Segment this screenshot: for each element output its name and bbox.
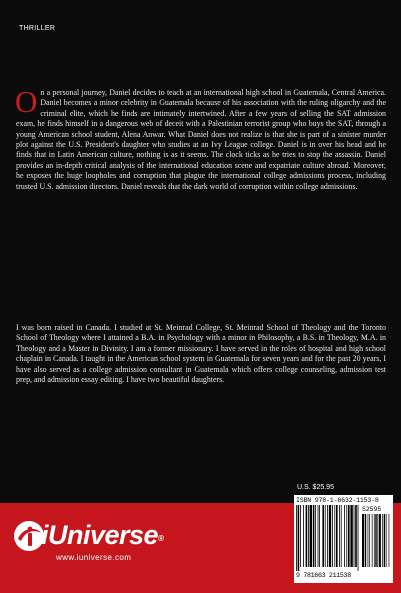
addon-bar [382, 514, 383, 567]
barcode-bar [303, 505, 304, 567]
publisher-name: iUniverse® [41, 520, 164, 550]
trademark-symbol: ® [158, 534, 164, 543]
barcode-bar [308, 505, 309, 567]
publisher-logo [13, 518, 233, 578]
addon-bar [374, 514, 375, 567]
barcode-panel [294, 495, 393, 583]
addon-bar [386, 514, 387, 567]
synopsis-paragraph [15, 84, 386, 192]
addon-bar [375, 514, 376, 567]
author-bio: I was born raised in Canada. I studied at St. Meinrad College, St. Meinrad School of Theology and the Toronto School of Theology where I attained a B.A. in Psychology with a minor in Philosophy, a B.S. in Theology, M.A. in Theology and a Master in Divinity. I am a former missionary. I have served in the roles of hospital and high school chaplain in Canada. I taught in the American school system in Guatemala for seven years and for the past 20 years, I have also served as a college admission consultant in Guatemala which offers college counseling, admission test prep, and admission essay editing. I have two beautiful daughters. [16, 323, 386, 385]
barcode-bar [310, 505, 312, 567]
addon-bar [362, 514, 364, 567]
barcode-bar [296, 505, 297, 571]
addon-bar [365, 514, 366, 567]
barcode-bar [350, 505, 352, 567]
price-code-text: 52595 [362, 506, 382, 513]
barcode-bar [306, 505, 308, 567]
addon-bar [369, 514, 370, 567]
barcode-graphic [296, 505, 391, 571]
barcode-bar [298, 505, 300, 571]
barcode-bar [336, 505, 338, 567]
barcode-bar [341, 505, 342, 567]
barcode-bar [334, 505, 335, 567]
addon-bar [372, 514, 373, 567]
barcode-bar [346, 505, 347, 567]
barcode-bar [327, 505, 328, 567]
barcode-bar [300, 505, 301, 567]
barcode-bar [355, 505, 357, 567]
synopsis-text: n a personal journey, Daniel decides to teach at an international high school in Guatemala, Central America. Daniel becomes a minor celebrity in Guatemala because of his association with the ruling oligarchy and the criminal elite, which he finds are intimately intertwined. After a few years of selling the SAT admission exam, he finds himself in a dangerous web of deceit with a Palestinian terrorist group who buys the SAT, through a young American school student, Alena Anwar. What Daniel does not realize is that she is part of a sinister murder plot against the U.S. President's daughter who studies at an Ivy League college. Daniel is in over his head and he finds that in Latin American culture, nothing is as it seems. The clock ticks as he tries to stop the assassin. Daniel provides an in-depth critical analysis of the international education scene and expatriate culture abroad. Moreover, he exposes the huge loopholes and corruption that plague the international college admissions process, including trusted U.S. admission directors. Daniel reveals that the dark world of corruption within college admissions. [16, 88, 386, 191]
barcode-bar [339, 505, 340, 567]
addon-bar [379, 514, 381, 567]
addon-bar [377, 514, 378, 567]
barcode-bar [358, 505, 359, 571]
addon-bar [389, 514, 390, 567]
barcode-bar [315, 505, 316, 567]
barcode-bar [325, 505, 326, 567]
barcode-bar [354, 505, 355, 567]
barcode-bar [348, 505, 350, 567]
barcode-bar [322, 505, 324, 567]
genre-label: THRILLER [19, 25, 56, 32]
barcode-bar [344, 505, 345, 567]
barcode-bar [329, 505, 331, 567]
publisher-url: www.iuniverse.com [56, 553, 132, 562]
drop-cap: O [15, 84, 38, 119]
barcode-bar [332, 505, 333, 567]
price-label: U.S. $25.95 [297, 484, 334, 491]
ean-number: 9 781663 211538 [296, 572, 351, 579]
barcode-bar [318, 505, 319, 567]
barcode-bar [313, 505, 315, 567]
isbn-text: ISBN 978-1-6632-1153-8 [296, 497, 379, 504]
barcode-bar [319, 505, 320, 567]
addon-bar [368, 514, 369, 567]
addon-bar [384, 514, 385, 567]
